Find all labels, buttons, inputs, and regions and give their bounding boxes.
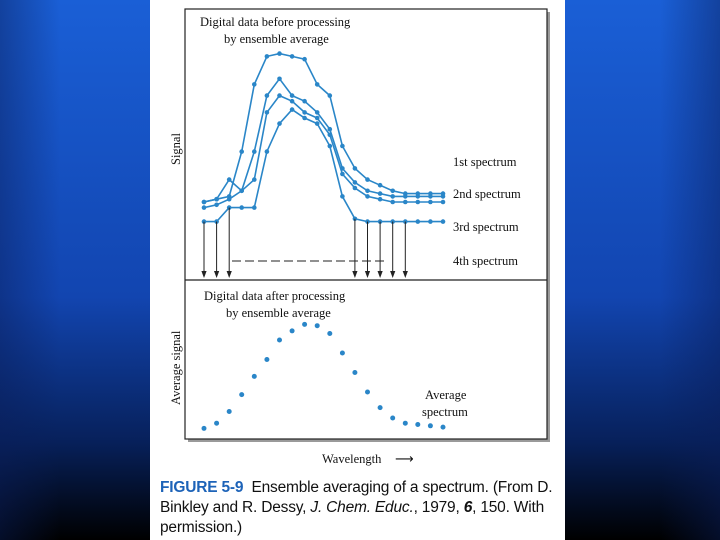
- series-3-point: [403, 200, 408, 205]
- series-1-point: [252, 82, 257, 87]
- caption-label: FIGURE 5-9: [160, 479, 244, 496]
- series-4-point: [328, 144, 333, 149]
- series-3-point: [214, 203, 219, 208]
- slide-page: [150, 0, 565, 540]
- series-2-point: [277, 77, 282, 82]
- series-label-4: 4th spectrum: [453, 254, 518, 268]
- series-1-point: [365, 177, 370, 182]
- series-4-point: [441, 219, 446, 224]
- bottom-title-line2: by ensemble average: [226, 306, 331, 320]
- caption-text-b: , 1979,: [413, 499, 460, 516]
- series-3-point: [239, 189, 244, 194]
- series-4-point: [315, 121, 320, 126]
- series-1-point: [290, 54, 295, 59]
- average-point: [415, 422, 420, 427]
- average-point: [340, 351, 345, 356]
- series-2-point: [403, 194, 408, 199]
- average-point: [441, 425, 446, 430]
- average-point: [264, 357, 269, 362]
- series-2-point: [265, 93, 270, 98]
- series-1-point: [378, 183, 383, 188]
- series-2-point: [315, 110, 320, 115]
- average-point: [290, 328, 295, 333]
- average-point: [365, 390, 370, 395]
- series-1-point: [390, 189, 395, 194]
- series-1-point: [302, 57, 307, 62]
- series-3-point: [202, 205, 207, 210]
- caption-volume: 6: [463, 499, 473, 516]
- series-3-point: [441, 200, 446, 205]
- series-1-point: [265, 54, 270, 59]
- series-3-point: [227, 197, 232, 202]
- series-3-point: [416, 200, 421, 205]
- series-4-point: [340, 194, 345, 199]
- bottom-title-line1: Digital data after processing: [204, 289, 346, 303]
- series-1-point: [239, 149, 244, 154]
- series-3-point: [378, 197, 383, 202]
- series-3-point: [328, 133, 333, 138]
- series-2-point: [378, 191, 383, 196]
- series-2-point: [227, 177, 232, 182]
- average-point: [214, 421, 219, 426]
- series-2-point: [202, 200, 207, 205]
- series-3-point: [428, 200, 433, 205]
- series-label-3: 3rd spectrum: [453, 220, 519, 234]
- series-2-point: [214, 197, 219, 202]
- series-2-point: [365, 189, 370, 194]
- average-point: [315, 323, 320, 328]
- average-point: [403, 421, 408, 426]
- series-4-point: [428, 219, 433, 224]
- series-label-1: 1st spectrum: [453, 155, 517, 169]
- series-4-point: [290, 107, 295, 112]
- average-point: [302, 322, 307, 327]
- series-4-point: [252, 205, 257, 210]
- average-point: [277, 338, 282, 343]
- average-point: [239, 392, 244, 397]
- series-1-point: [340, 144, 345, 149]
- series-3-point: [315, 116, 320, 121]
- bottom-ylabel: Average signal: [169, 330, 183, 405]
- series-4-point: [416, 219, 421, 224]
- top-ylabel: Signal: [169, 133, 183, 165]
- figure: [150, 0, 565, 475]
- series-3-point: [252, 177, 257, 182]
- top-title-line1: Digital data before processing: [200, 15, 351, 29]
- average-point: [227, 409, 232, 414]
- series-2-point: [416, 194, 421, 199]
- series-1-point: [277, 51, 282, 56]
- average-label-line1: Average: [425, 388, 467, 402]
- caption-text-c: , 150. With permission.): [160, 499, 544, 536]
- series-1-point: [353, 166, 358, 171]
- background-right-band: [660, 0, 720, 540]
- series-2-point: [302, 99, 307, 104]
- caption-journal: J. Chem. Educ.: [310, 499, 414, 516]
- average-point: [327, 331, 332, 336]
- series-2-point: [353, 180, 358, 185]
- average-point: [352, 370, 357, 375]
- series-1-point: [315, 82, 320, 87]
- xlabel-arrow-icon: ⟶: [395, 452, 414, 467]
- series-3-point: [365, 194, 370, 199]
- series-2-point: [390, 194, 395, 199]
- series-1-point: [328, 93, 333, 98]
- series-2-point: [328, 127, 333, 132]
- average-point: [252, 374, 257, 379]
- average-point: [378, 405, 383, 410]
- average-label-line2: spectrum: [422, 405, 468, 419]
- series-3-point: [265, 110, 270, 115]
- series-4-point: [302, 116, 307, 121]
- xlabel: Wavelength: [322, 452, 382, 466]
- series-3-point: [302, 110, 307, 115]
- series-3-point: [290, 99, 295, 104]
- series-2-point: [428, 194, 433, 199]
- series-3-point: [277, 93, 282, 98]
- series-label-2: 2nd spectrum: [453, 187, 521, 201]
- background-left-band: [0, 0, 60, 540]
- caption-text-a: Ensemble averaging of a spectrum. (From D. Binkley and R. Dessy,: [160, 479, 553, 516]
- average-point: [390, 416, 395, 421]
- series-4-point: [239, 205, 244, 210]
- series-3-point: [390, 200, 395, 205]
- series-4-point: [265, 149, 270, 154]
- top-title-line2: by ensemble average: [224, 32, 329, 46]
- figure-caption: [160, 478, 560, 538]
- series-4-point: [277, 121, 282, 126]
- series-2-point: [252, 149, 257, 154]
- average-point: [428, 423, 433, 428]
- average-point: [202, 426, 207, 431]
- series-2-point: [290, 93, 295, 98]
- series-3-point: [353, 186, 358, 191]
- series-3-point: [340, 172, 345, 177]
- series-2-point: [441, 194, 446, 199]
